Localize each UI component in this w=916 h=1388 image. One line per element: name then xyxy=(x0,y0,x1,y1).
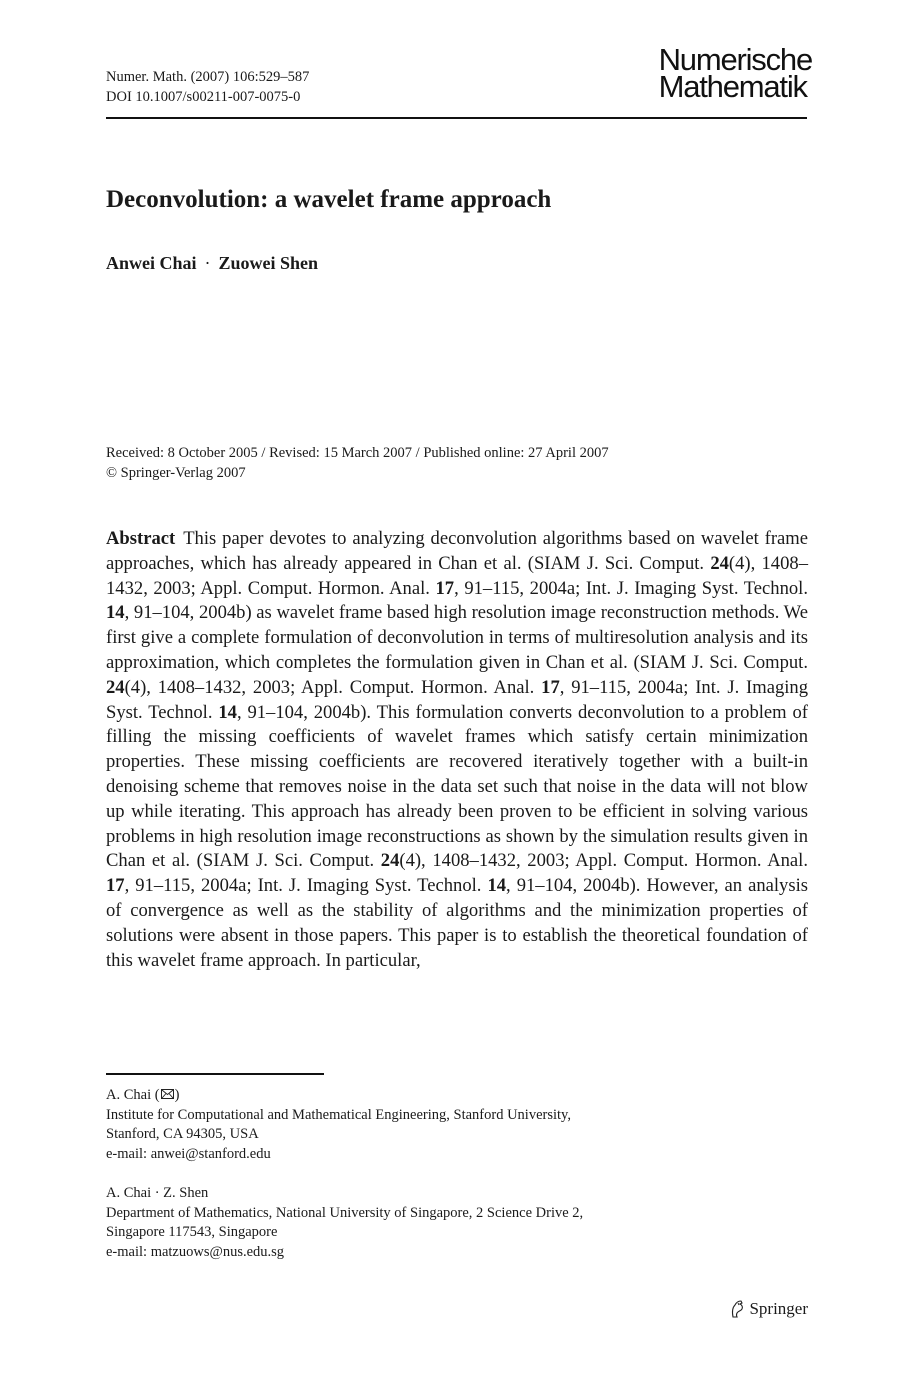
abstract-text: , 91–115, 2004a; Int. J. Imaging Syst. Technol. xyxy=(124,875,488,897)
publisher-logo xyxy=(729,1299,808,1319)
affiliation-address: Stanford, CA 94305, USA xyxy=(106,1126,259,1143)
volume-number: 14 xyxy=(106,602,125,624)
volume-number: 14 xyxy=(218,701,237,723)
author-name: Zuowei Shen xyxy=(218,253,319,273)
journal-citation: Numer. Math. (2007) 106:529–587 xyxy=(106,69,310,85)
affiliation-address: Singapore 117543, Singapore xyxy=(106,1224,278,1241)
affiliation-block xyxy=(106,1086,571,1165)
abstract-text: This paper devotes to analyzing deconvolution algorithms based on wavelet frame approaches, which has already appeared in Chan et al. (SIAM J. Sci. Comput. xyxy=(106,528,808,574)
abstract-text: (4), 1408–1432, 2003; Appl. Comput. Hormon. Anal. xyxy=(124,676,542,698)
abstract-text: , 91–104, 2004b). However, an analysis of convergence as well as the stability of algorithms and the minimization properties of solutions were absent in those papers. This paper is to establish the theoretical foundation of this wavelet frame approach. In particular, xyxy=(106,875,808,971)
paper-title: Deconvolution: a wavelet frame approach xyxy=(106,186,552,213)
header-rule xyxy=(106,117,807,119)
journal-citation-block xyxy=(106,67,309,107)
affiliation-names: A. Chai · Z. Shen xyxy=(106,1185,209,1201)
journal-logo-line2: Mathematik xyxy=(658,69,807,104)
volume-number: 17 xyxy=(106,875,125,897)
affiliation-institution: Institute for Computational and Mathematical Engineering, Stanford University, xyxy=(106,1106,571,1123)
footnote-rule xyxy=(106,1073,324,1075)
envelope-icon xyxy=(161,1089,174,1099)
volume-number: 24 xyxy=(106,676,125,698)
date-history: Received: 8 October 2005 / Revised: 15 March 2007 / Published online: 27 April 2007 xyxy=(106,445,609,461)
affiliation-names: A. Chai ( xyxy=(106,1087,160,1103)
volume-number: 24 xyxy=(710,552,729,574)
abstract-text: , 91–104, 2004b). This formulation converts deconvolution to a problem of filling the missing coefficients of wavelet frames which satisfy certain minimization properties. These missing coefficients are recovered iteratively together with a built-in denoising scheme that removes noise in the data set such that noise in the data will not blow up while iterating. This approach has already been proven to be efficient in solving various problems in high resolution image reconstructions as shown by the simulation results given in Chan et al. (SIAM J. Sci. Comput. xyxy=(106,701,808,872)
volume-number: 17 xyxy=(541,676,560,698)
abstract-text: (4), 1408–1432, 2003; Appl. Comput. Hormon. Anal. xyxy=(399,850,808,872)
author-name: Anwei Chai xyxy=(106,253,197,273)
abstract-label: Abstract xyxy=(106,528,176,549)
abstract-text: , 91–115, 2004a; Int. J. Imaging Syst. Technol. xyxy=(106,676,809,723)
abstract-text: , 91–115, 2004a; Int. J. Imaging Syst. Technol. xyxy=(454,577,808,599)
affiliation-institution: Department of Mathematics, National University of Singapore, 2 Science Drive 2, xyxy=(106,1204,584,1221)
abstract-text: , 91–104, 2004b) as wavelet frame based high resolution image reconstruction methods. We first give a complete formulation of deconvolution in terms of multiresolution analysis and its approximation, which completes the formulation given in Chan et al. (SIAM J. Sci. Comput. xyxy=(106,602,808,673)
journal-logo xyxy=(658,42,812,104)
affiliation-email[interactable]: e-mail: anwei@stanford.edu xyxy=(106,1146,271,1163)
affiliation-block xyxy=(106,1184,583,1263)
corresponding-author xyxy=(106,1086,571,1106)
author-list xyxy=(106,253,318,274)
publisher-name: Springer xyxy=(749,1299,808,1318)
volume-number: 14 xyxy=(487,875,507,897)
copyright-notice: © Springer-Verlag 2007 xyxy=(106,465,246,481)
author-separator: · xyxy=(204,253,211,273)
affiliation-email[interactable]: e-mail: matzuows@nus.edu.sg xyxy=(106,1244,285,1261)
journal-doi: DOI 10.1007/s00211-007-0075-0 xyxy=(106,89,301,105)
volume-number: 24 xyxy=(380,850,400,872)
abstract-text: (4), 1408–1432, 2003; Appl. Comput. Hormon. Anal. xyxy=(106,552,808,599)
journal-logo-line1: Numerische xyxy=(658,42,812,77)
springer-horse-icon xyxy=(729,1299,745,1319)
volume-number: 17 xyxy=(435,577,455,599)
affiliation-names-end: ) xyxy=(174,1087,180,1103)
abstract xyxy=(106,527,808,973)
publication-dates xyxy=(106,443,609,483)
